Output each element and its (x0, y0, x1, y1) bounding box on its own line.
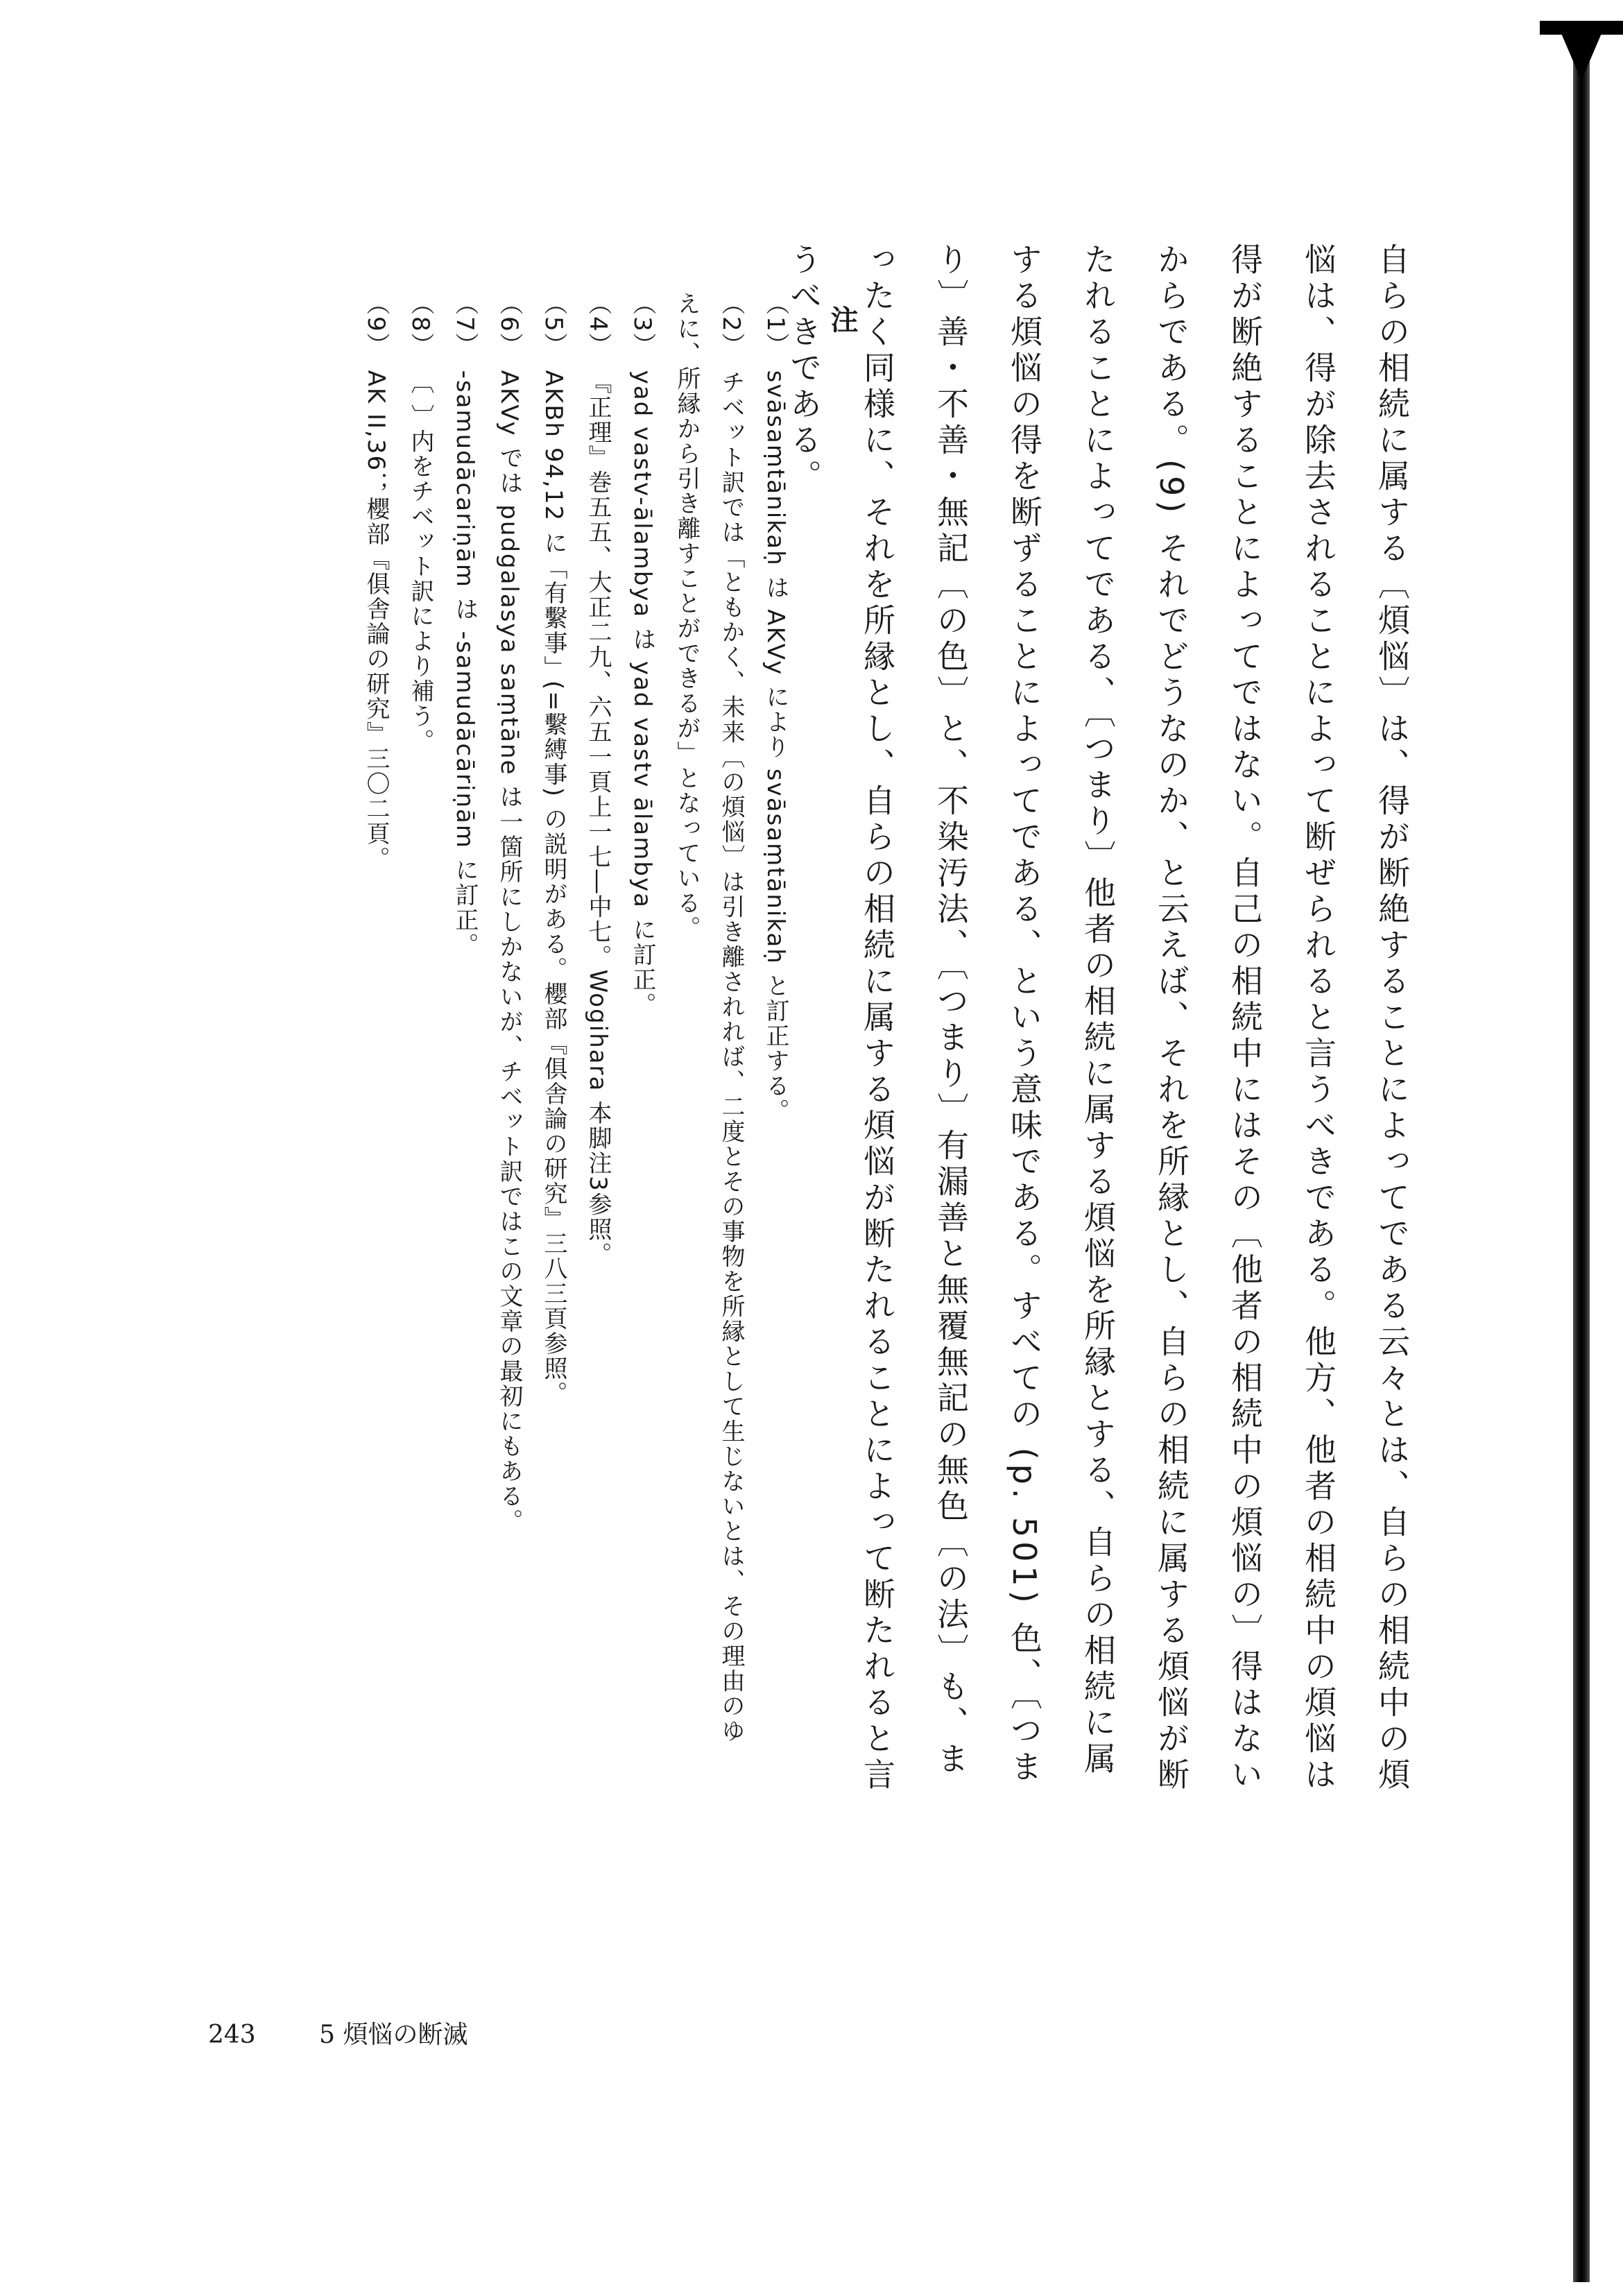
note-item (753, 291, 798, 1748)
note-number: （4） (584, 291, 612, 358)
note-text: AKBh 94,12 に「有繫事」(=繫縛事) の説明がある。櫻部『俱舎論の研究』三八三頁参照。 (540, 370, 567, 1406)
main-body-text (767, 243, 1429, 1810)
note-text: 〔 〕内をチベット訳により補う。 (406, 370, 434, 754)
note-number: （8） (406, 291, 434, 358)
note-item (354, 291, 398, 1748)
note-number: （6） (495, 291, 523, 358)
page-number: 243 (208, 2021, 256, 2049)
notes-list (354, 291, 798, 1748)
note-item (531, 291, 576, 1748)
binding-edge (1540, 0, 1623, 2296)
notes-heading: 注 (826, 305, 858, 333)
note-text: 『正理』巻五五、大正二九、六五一頁上一七―中七。Wogihara 本脚注3参照。 (584, 370, 612, 1267)
note-number: （7） (451, 291, 479, 358)
note-text: svāsaṃtānikaḥ は AKVy により svāsaṃtānikaḥ と訂正する。 (762, 370, 789, 1124)
binding-stem (1573, 21, 1590, 2282)
note-item (443, 291, 487, 1748)
note-number: （9） (362, 291, 390, 358)
note-item (487, 291, 531, 1748)
note-item (576, 291, 620, 1748)
running-head: 5 煩悩の断滅 (319, 2021, 468, 2049)
note-item (664, 291, 753, 1748)
note-number: （1） (762, 291, 789, 358)
note-text: チベット訳では「ともかく、未来〔の煩悩〕は引き離されれば、二度とその事物を所縁として生じないとは、その理由のゆえに、所縁から引き離すことができるが」となっている。 (673, 291, 745, 1744)
note-text: yad vastv-ālambya は yad vastv ālambya に訂正。 (628, 370, 656, 1018)
note-number: （3） (628, 291, 656, 358)
note-item (398, 291, 443, 1748)
note-text: AK II,36；櫻部『俱舎論の研究』三〇二頁。 (362, 370, 390, 872)
main-paragraph: 自らの相続に属する〔煩悩〕は、得が断絶することによってである云々とは、自らの相続中の煩悩は、得が除去されることによって断ぜられると言うべきである。他方、他者の相続中の煩悩は得が断絶することによってではない。自己の相続中にはその〔他者の相続中の煩悩の〕得はないからである。(9) それでどうなのか、と云えば、それを所縁とし、自らの相続に属する煩悩が断たれることによってである、〔つまり〕他者の相続に属する煩悩を所縁とする、自らの相続に属する煩悩の得を断ずることによってである、という意味である。すべての (p. 501) 色、〔つまり〕善・不善・無記〔の色〕と、不染汚法、〔つまり〕有漏善と無覆無記の無色〔の法〕も、まったく同様に、それを所縁とし、自らの相続に属する煩悩が断たれることによって断たれると言うべきである。 (785, 243, 1411, 1794)
note-text: -samudācariṇām は -samudācāriṇām に訂正。 (451, 370, 479, 958)
binding-wedge (1561, 32, 1602, 80)
note-text: AKVy では pudgalasya saṃtāne は一箇所にしかないが、チベット訳ではこの文章の最初にもある。 (495, 370, 523, 1534)
note-number: （2） (717, 291, 745, 358)
page-footer (208, 2015, 468, 2050)
note-number: （5） (540, 291, 567, 358)
note-item (620, 291, 664, 1748)
